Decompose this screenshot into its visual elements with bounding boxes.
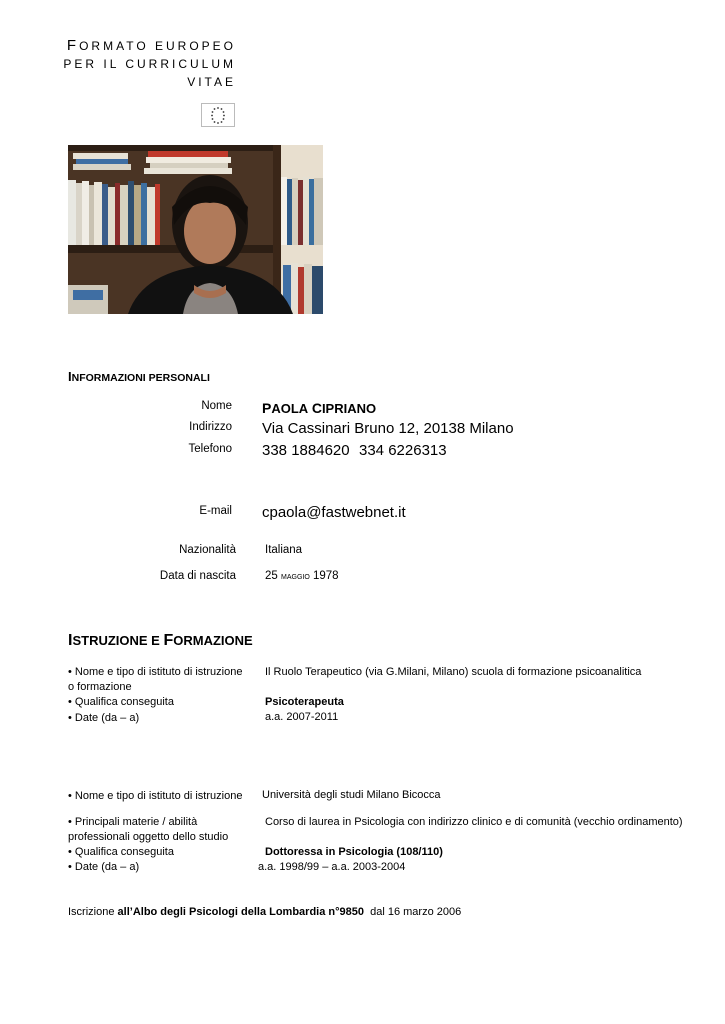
edu1-institution-label: • Nome e tipo di istituto di istruzione o formazione (68, 666, 243, 693)
edu2-institution-value: Università degli studi Milano Bicocca (262, 789, 441, 801)
edu1-qualification-label: • Qualifica conseguita (68, 696, 174, 708)
cv-title-line-3: VITAE (187, 75, 236, 89)
edu2-date-label: • Date (da – a) (68, 861, 140, 873)
email-value[interactable]: cpaola@fastwebnet.it (262, 504, 406, 521)
registration-note: Iscrizione all’Albo degli Psicologi della Lombardia n°9850 dal 16 marzo 2006 (68, 906, 462, 918)
full-name: PAOLA CIPRIANO (262, 400, 377, 416)
cv-title-line-2: PER IL CURRICULUM (63, 57, 236, 71)
phone-value-2: 334 6226313 (359, 442, 447, 459)
name-label: Nome (201, 400, 232, 412)
section-heading-personal: INFORMAZIONI PERSONALI (68, 369, 210, 384)
eu-flag-icon (201, 103, 235, 127)
edu2-qualification-value: Dottoressa in Psicologia (108/110) (265, 846, 443, 858)
edu1-institution-value: Il Ruolo Terapeutico (via G.Milani, Milano) scuola di formazione psicoanalitica (265, 666, 642, 678)
edu1-qualification-value: Psicoterapeuta (265, 696, 344, 708)
cv-title-line-1: FORMATO EUROPEO (66, 37, 236, 54)
address-label: Indirizzo (189, 421, 232, 433)
birth-date-label: Data di nascita (159, 570, 236, 582)
birth-date-value: 25 maggio 1978 (265, 570, 339, 582)
address-value: Via Cassinari Bruno 12, 20138 Milano (262, 420, 514, 437)
nationality-value: Italiana (265, 544, 303, 556)
edu2-qualification-label: • Qualifica conseguita (68, 846, 174, 858)
edu1-date-label: • Date (da – a) (68, 712, 140, 724)
email-label: E-mail (199, 505, 232, 517)
edu2-date-value: a.a. 1998/99 – a.a. 2003-2004 (258, 861, 406, 873)
edu2-subjects-label: • Principali materie / abilità professionali oggetto dello studio (68, 816, 229, 843)
edu2-institution-label: • Nome e tipo di istituto di istruzione (68, 790, 243, 802)
edu1-date-value: a.a. 2007-2011 (265, 711, 339, 723)
phone-value-1: 338 1884620 (262, 442, 350, 459)
section-heading-education: ISTRUZIONE E FORMAZIONE (68, 632, 253, 649)
phone-label: Telefono (188, 443, 232, 455)
edu2-subjects-value: Corso di laurea in Psicologia con indirizzo clinico e di comunità (vecchio ordinamento) (265, 816, 683, 828)
nationality-label: Nazionalità (179, 544, 236, 556)
profile-photo (68, 145, 323, 314)
